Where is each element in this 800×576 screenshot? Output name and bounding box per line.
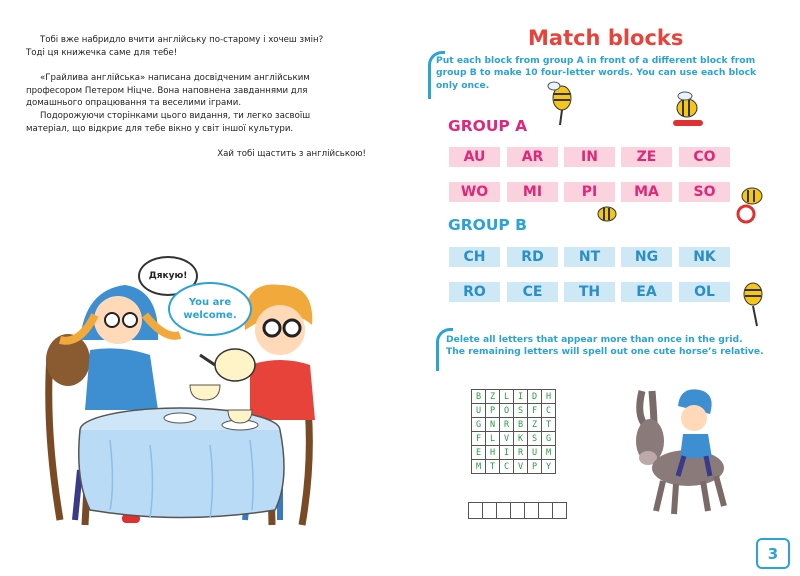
instruction-line: group B to make 10 four-letter words. You can use each block (436, 67, 757, 79)
speech-text: You are (188, 297, 232, 308)
group-b-block[interactable]: TH (564, 282, 615, 302)
grid-cell[interactable]: B (514, 418, 528, 432)
bee-illustration (665, 90, 720, 135)
grid-row (472, 446, 556, 460)
answer-box[interactable] (482, 502, 497, 519)
intro-line: матеріал, що відкриє для тебе вікно у світ іншої культури. (26, 123, 294, 134)
grid-cell[interactable]: H (542, 390, 556, 404)
instruction-line: The remaining letters will spell out one cute horse’s relative. (446, 346, 764, 358)
grid-cell[interactable]: R (500, 418, 514, 432)
intro-line: професором Петером Ніцче. Вона наповнена завданнями для (26, 85, 308, 96)
speech-text: welcome. (183, 310, 237, 321)
grid-cell[interactable]: B (472, 390, 486, 404)
grid-cell[interactable]: S (514, 404, 528, 418)
instruction-line: only once. (436, 79, 490, 91)
group-a-block[interactable]: ZE (621, 147, 672, 167)
group-b-block[interactable]: EA (621, 282, 672, 302)
instruction-line: Delete all letters that appear more than once in the grid. (446, 334, 743, 345)
grid-cell[interactable]: Y (542, 460, 556, 474)
grid-cell[interactable]: O (500, 404, 514, 418)
group-b-block[interactable]: NT (564, 247, 615, 267)
grid-row (472, 460, 556, 474)
group-b-block[interactable]: RO (449, 282, 500, 302)
answer-box[interactable] (496, 502, 511, 519)
page-title: Match blocks (528, 26, 684, 50)
group-a-block[interactable]: SO (679, 182, 730, 202)
group-b-label: GROUP B (448, 216, 527, 234)
page-number: 3 (756, 538, 790, 569)
intro-line: «Грайлива англійська» написана досвідченим англійським (40, 73, 310, 84)
letter-grid (471, 389, 556, 474)
grid-cell[interactable]: P (528, 460, 542, 474)
instruction-line: Put each block from group A in front of a different block from (436, 55, 756, 66)
speech-bubble-welcome (168, 282, 252, 336)
grid-cell[interactable]: V (500, 432, 514, 446)
intro-text (26, 34, 366, 161)
group-a-block[interactable]: MI (507, 182, 558, 202)
grid-cell[interactable]: U (528, 446, 542, 460)
right-page (400, 0, 800, 576)
answer-boxes (469, 502, 567, 519)
grid-cell[interactable]: I (514, 390, 528, 404)
answer-box[interactable] (538, 502, 553, 519)
grid-cell[interactable]: M (542, 446, 556, 460)
grid-cell[interactable]: R (514, 446, 528, 460)
grid-cell[interactable]: Z (486, 390, 500, 404)
grid-cell[interactable]: G (542, 432, 556, 446)
grid-cell[interactable]: P (486, 404, 500, 418)
grid-cell[interactable]: G (472, 418, 486, 432)
grid-cell[interactable]: S (528, 432, 542, 446)
intro-line: Подорожуючи сторінками цього видання, ти легко засвоїш (40, 110, 311, 121)
group-a-block[interactable]: IN (564, 147, 615, 167)
group-b-block[interactable]: OL (679, 282, 730, 302)
grid-cell[interactable]: T (542, 418, 556, 432)
group-b-block[interactable]: NG (621, 247, 672, 267)
grid-row (472, 404, 556, 418)
bee-illustration (540, 80, 580, 130)
group-a-block[interactable]: MA (621, 182, 672, 202)
bee-illustration (735, 276, 775, 331)
answer-box[interactable] (510, 502, 525, 519)
grid-cell[interactable]: L (500, 390, 514, 404)
instruction-match (436, 55, 756, 92)
grid-cell[interactable]: I (500, 446, 514, 460)
group-a-block[interactable]: AR (507, 147, 558, 167)
group-a-block[interactable]: CO (679, 147, 730, 167)
grid-cell[interactable]: D (528, 390, 542, 404)
grid-row (472, 432, 556, 446)
grid-cell[interactable]: V (514, 460, 528, 474)
group-a-block[interactable]: PI (564, 182, 615, 202)
intro-line: домашнього опрацювання та веселими іграми. (26, 98, 242, 109)
grid-cell[interactable]: E (472, 446, 486, 460)
answer-box[interactable] (468, 502, 483, 519)
grid-cell[interactable]: K (514, 432, 528, 446)
grid-cell[interactable]: M (472, 460, 486, 474)
intro-sign-off: Хай тобі щастить з англійською! (217, 149, 366, 160)
group-b-block[interactable]: NK (679, 247, 730, 267)
grid-cell[interactable]: F (528, 404, 542, 418)
grid-cell[interactable]: H (486, 446, 500, 460)
speech-text: Дякую! (148, 271, 188, 281)
grid-cell[interactable]: C (542, 404, 556, 418)
group-b-block[interactable]: RD (507, 247, 558, 267)
grid-cell[interactable]: Z (528, 418, 542, 432)
bee-illustration (592, 200, 622, 228)
answer-box[interactable] (524, 502, 539, 519)
group-b-block[interactable]: CE (507, 282, 558, 302)
group-a-label: GROUP A (448, 117, 528, 135)
grid-cell[interactable]: N (486, 418, 500, 432)
group-a-block[interactable]: WO (449, 182, 500, 202)
grid-cell[interactable]: T (486, 460, 500, 474)
grid-row (472, 390, 556, 404)
grid-cell[interactable]: C (500, 460, 514, 474)
donkey-rider-illustration (628, 386, 733, 521)
instruction-grid (446, 334, 764, 359)
bee-illustration (730, 182, 775, 227)
group-b-block[interactable]: CH (449, 247, 500, 267)
grid-row (472, 418, 556, 432)
grid-cell[interactable]: U (472, 404, 486, 418)
grid-cell[interactable]: F (472, 432, 486, 446)
answer-box[interactable] (552, 502, 567, 519)
group-a-block[interactable]: AU (449, 147, 500, 167)
intro-line: Тобі вже набридло вчити англійську по-старому і хочеш змін? (40, 35, 324, 45)
intro-line: Тоді ця книжечка саме для тебе! (26, 47, 178, 58)
grid-cell[interactable]: L (486, 432, 500, 446)
